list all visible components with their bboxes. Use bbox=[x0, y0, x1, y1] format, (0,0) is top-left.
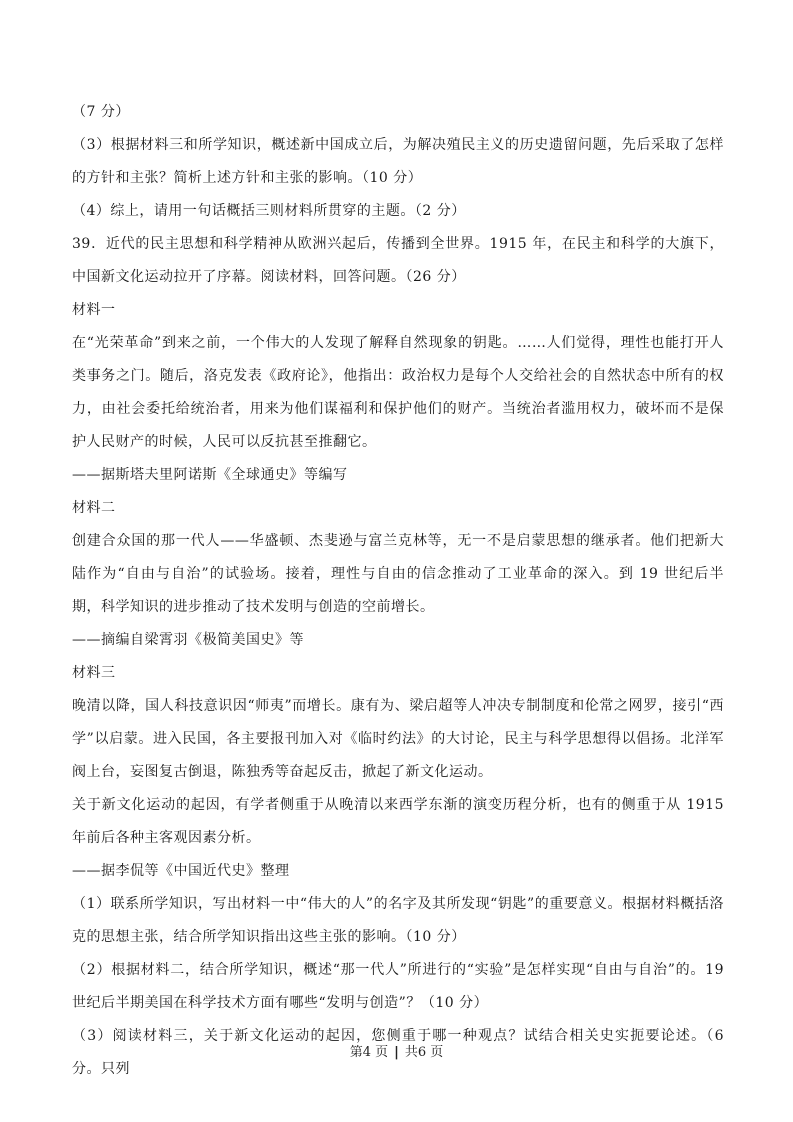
question-39-3: （3）阅读材料三，关于新文化运动的起因，您侧重于哪一种观点？试结合相关史实扼要论述。（6 分。只列 bbox=[72, 1028, 724, 1077]
material-1-title: 材料一 bbox=[72, 302, 116, 318]
question-39-1: （1）联系所学知识，写出材料一中“伟大的人”的名字及其所发现“钥匙”的重要意义。根据材料概括洛克的思想主张，结合所学知识指出这些主张的影响。（10 分） bbox=[72, 896, 724, 945]
page-total: 共6 页 bbox=[404, 1045, 444, 1060]
question-38-3: （3）根据材料三和所学知识，概述新中国成立后，为解决殖民主义的历史遗留问题，先后采取了怎样的方针和主张？简析上述方针和主张的影响。（10 分） bbox=[72, 137, 724, 186]
material-3-text-1: 晚清以降，国人科技意识因“师夷”而增长。康有为、梁启超等人冲决专制制度和伦常之网罗，接引“西学”以启蒙。进入民国，各主要报刊加入对《临时约法》的大讨论，民主与科学思想得以倡扬。北洋军阀上台，妄图复古倒退，陈独秀等奋起反击，掀起了新文化运动。 bbox=[72, 698, 724, 780]
material-3-title: 材料三 bbox=[72, 665, 116, 681]
material-3-source: ——据李侃等《中国近代史》整理 bbox=[72, 863, 290, 879]
question-39-intro: 39．近代的民主思想和科学精神从欧洲兴起后，传播到全世界。1915 年，在民主和科学的大旗下，中国新文化运动拉开了序幕。阅读材料，回答问题。（26 分） bbox=[72, 236, 724, 285]
material-1-source: ——据斯塔夫里阿诺斯《全球通史》等编写 bbox=[72, 467, 348, 483]
material-1-text: 在“光荣革命”到来之前，一个伟大的人发现了解释自然现象的钥匙。……人们觉得，理性也能打开人类事务之门。随后，洛克发表《政府论》，他指出：政治权力是每个人交给社会的自然状态中所有的权力，由社会委托给统治者，用来为他们谋福利和保护他们的财产。当统治者滥用权力，破坏而不是保护人民财产的时候，人民可以反抗甚至推翻它。 bbox=[72, 335, 724, 450]
question-38-4: （4）综上，请用一句话概括三则材料所贯穿的主题。（2 分） bbox=[72, 203, 466, 219]
question-39-2: （2）根据材料二，结合所学知识，概述“那一代人”所进行的“实验”是怎样实现“自由与自治”的。19 世纪后半期美国在科学技术方面有哪些“发明与创造”？（10 分） bbox=[72, 962, 724, 1011]
material-3-text-2: 关于新文化运动的起因，有学者侧重于从晚清以来西学东渐的演变历程分析，也有的侧重于从 1915 年前后各种主客观因素分析。 bbox=[72, 797, 724, 846]
material-2-source: ——摘编自梁霄羽《极简美国史》等 bbox=[72, 632, 304, 648]
page-footer bbox=[0, 1041, 793, 1060]
material-2-title: 材料二 bbox=[72, 500, 116, 516]
page-number: 第4 页 bbox=[349, 1045, 389, 1060]
footer-separator: | bbox=[394, 1045, 399, 1060]
score-note: （7 分） bbox=[72, 104, 130, 120]
material-2-text: 创建合众国的那一代人——华盛顿、杰斐逊与富兰克林等，无一不是启蒙思想的继承者。他们把新大陆作为“自由与自治”的试验场。接着，理性与自由的信念推动了工业革命的深入。到 19 世纪后半期，科学知识的进步推动了技术发明与创造的空前增长。 bbox=[72, 533, 724, 615]
document-body bbox=[72, 96, 724, 1086]
